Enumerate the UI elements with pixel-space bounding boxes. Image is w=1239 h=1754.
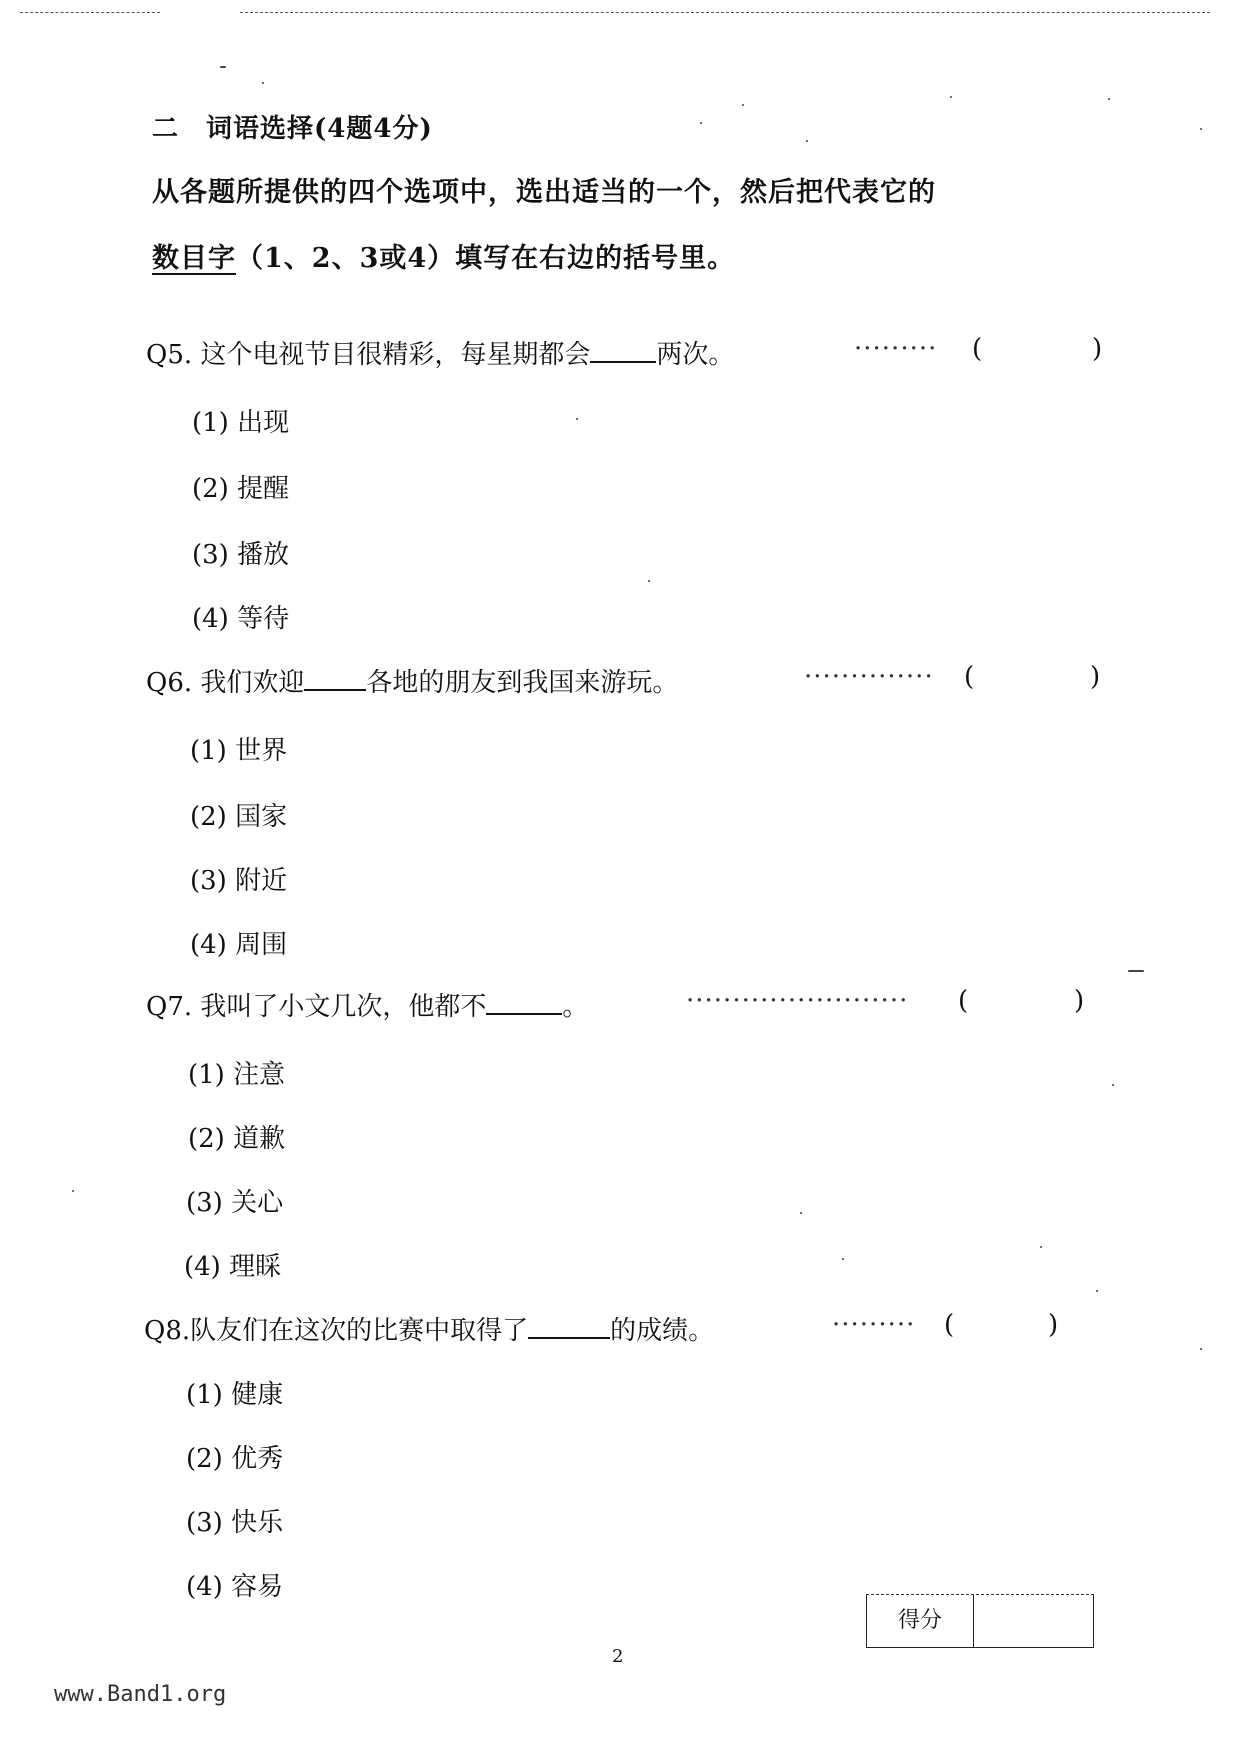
scan-speck <box>1108 98 1110 100</box>
section-title: 二 词语选择(4题4分) <box>152 114 433 144</box>
scan-speck <box>576 418 578 420</box>
scan-speck <box>72 1190 74 1192</box>
question-8-suffix: 的成绩。 <box>610 1316 715 1346</box>
question-6-bracket-open: ( <box>964 662 975 692</box>
scan-speck <box>742 104 744 106</box>
question-6-answer-field[interactable] <box>980 662 1080 696</box>
question-5-prefix: Q5. 这个电视节目很精彩，每星期都会 <box>146 340 591 370</box>
question-5-option-4[interactable]: (4) 等待 <box>192 604 290 634</box>
question-8-option-1[interactable]: (1) 健康 <box>186 1380 284 1410</box>
instruction-keyword: 数目字 <box>152 243 236 274</box>
question-8-answer-field[interactable] <box>960 1310 1040 1344</box>
score-box <box>866 1594 1094 1648</box>
scan-speck <box>648 580 650 582</box>
question-7-answer-field[interactable] <box>974 986 1064 1020</box>
question-8-bracket-close: ) <box>1048 1310 1059 1340</box>
question-6-dots: ·············· <box>804 662 934 692</box>
question-5-suffix: 两次。 <box>656 340 735 370</box>
question-6-bracket-close: ) <box>1090 662 1101 692</box>
scan-speck <box>1200 1348 1202 1350</box>
question-5-blank <box>590 335 656 363</box>
question-7-text <box>146 986 588 1023</box>
scan-speck <box>1112 1084 1114 1086</box>
scan-speck <box>1128 970 1144 972</box>
question-7-option-4[interactable]: (4) 理睬 <box>184 1252 282 1282</box>
question-6-blank <box>304 663 366 691</box>
question-6-option-4[interactable]: (4) 周围 <box>190 930 288 960</box>
question-7-option-3[interactable]: (3) 关心 <box>186 1188 284 1218</box>
page-number: 2 <box>612 1646 624 1667</box>
question-6 <box>146 662 1106 702</box>
question-8-blank <box>528 1311 610 1339</box>
scan-speck <box>1096 1290 1098 1292</box>
question-5-option-3[interactable]: (3) 播放 <box>192 540 290 570</box>
question-8-option-2[interactable]: (2) 优秀 <box>186 1444 284 1474</box>
question-6-option-1[interactable]: (1) 世界 <box>190 736 288 766</box>
score-field[interactable] <box>975 1595 1093 1647</box>
watermark-url: www.Band1.org <box>54 1682 227 1707</box>
question-5 <box>146 334 1106 374</box>
question-7 <box>146 986 1106 1026</box>
question-5-bracket-close: ) <box>1092 334 1103 364</box>
question-8-option-3[interactable]: (3) 快乐 <box>186 1508 284 1538</box>
scan-speck <box>842 1258 844 1260</box>
top-rule-right <box>240 12 1210 13</box>
instruction-line-2-rest: （1、2、3或4）填写在右边的括号里。 <box>236 243 736 274</box>
question-6-suffix: 各地的朋友到我国来游玩。 <box>366 668 679 698</box>
question-8-bracket-open: ( <box>944 1310 955 1340</box>
question-7-option-2[interactable]: (2) 道歉 <box>188 1124 286 1154</box>
question-8-text <box>144 1310 714 1347</box>
question-5-answer-field[interactable] <box>988 334 1088 368</box>
scan-speck <box>1040 1246 1042 1248</box>
question-5-text <box>146 334 734 371</box>
question-6-option-2[interactable]: (2) 国家 <box>190 802 288 832</box>
question-7-option-1[interactable]: (1) 注意 <box>188 1060 286 1090</box>
top-rule-left <box>20 12 160 13</box>
question-7-prefix: Q7. 我叫了小文几次，他都不 <box>146 992 487 1022</box>
instruction-line-1: 从各题所提供的四个选项中，选出适当的一个，然后把代表它的 <box>152 177 936 208</box>
question-7-suffix: 。 <box>562 992 589 1022</box>
question-7-bracket-close: ) <box>1074 986 1085 1016</box>
question-5-bracket-open: ( <box>972 334 983 364</box>
question-6-option-3[interactable]: (3) 附近 <box>190 866 288 896</box>
scan-speck <box>806 140 808 142</box>
question-8-option-4[interactable]: (4) 容易 <box>186 1572 284 1602</box>
scan-speck <box>800 1212 802 1214</box>
question-7-bracket-open: ( <box>958 986 969 1016</box>
question-5-option-2[interactable]: (2) 提醒 <box>192 474 290 504</box>
question-8-dots: ········· <box>832 1310 916 1340</box>
question-5-dots: ········· <box>854 334 938 364</box>
question-7-dots: ························ <box>686 986 909 1016</box>
question-6-text <box>146 662 678 699</box>
scan-speck <box>1200 128 1202 130</box>
instruction-line-2 <box>152 236 735 275</box>
question-6-prefix: Q6. 我们欢迎 <box>146 668 305 698</box>
question-8 <box>144 1310 1104 1350</box>
question-5-option-1[interactable]: (1) 出现 <box>192 408 290 438</box>
scan-speck <box>220 66 226 68</box>
scan-speck <box>262 82 264 84</box>
question-7-blank <box>486 987 562 1015</box>
scan-speck <box>700 122 702 124</box>
score-label: 得分 <box>867 1595 974 1647</box>
question-8-prefix: Q8.队友们在这次的比赛中取得了 <box>144 1316 529 1346</box>
scan-speck <box>950 96 952 98</box>
